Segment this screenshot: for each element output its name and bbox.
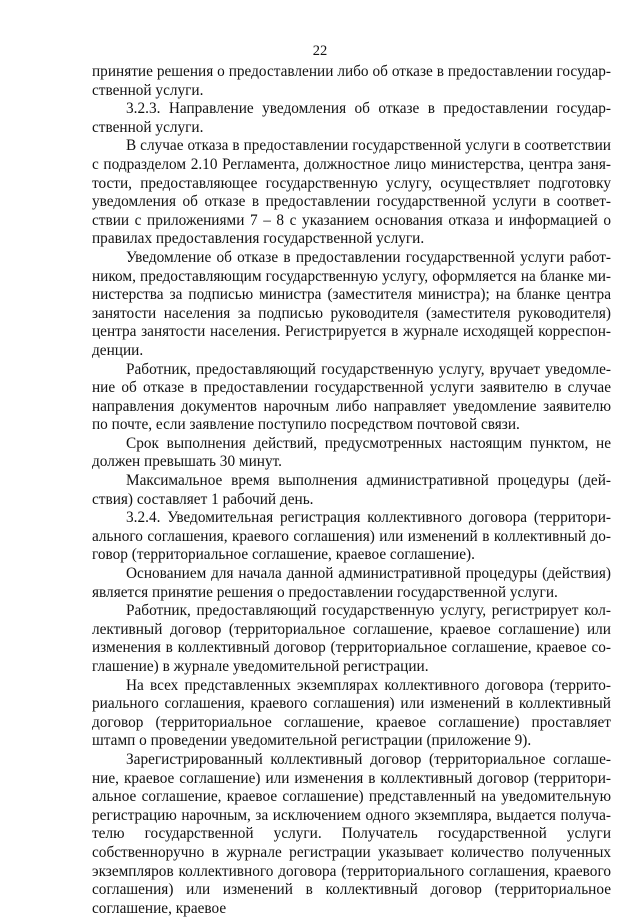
paragraph: Срок выполнения действий, предусмотренных настоящим пунктом, не должен превышать 30 минут.	[92, 434, 611, 471]
paragraph: Работник, предоставляющий государственную услугу, регистрирует коллективный договор (территориальное соглашение, краевое соглашение) или изменения в коллективный договор (территориальное соглашение, краевое соглашение) в журнале уведомительной регистрации.	[92, 602, 611, 675]
paragraph: Основанием для начала данной административной процедуры (действия) является принятие решения о предоставлении государственной услуги.	[92, 565, 611, 601]
paragraph-continuation: принятие решения о предоставлении либо об отказе в предоставлении государственной услуги.	[92, 63, 611, 99]
paragraph: Уведомление об отказе в предоставлении государственной услуги работником, предоставляющим государственную услугу, оформляется на бланке министерства за подписью министра (заместителя министра); на бланке центра занятости населения за подписью руководителя (заместителя руководителя) центра занятости населения. Регистрируется в журнале исходящей корреспонденции.	[92, 248, 611, 359]
section-heading-3-2-4: 3.2.4. Уведомительная регистрация коллективного договора (территориального соглашения, краевого соглашения) или изменений в коллективный договор (территориальное соглашение, краевое соглашение).	[92, 509, 611, 564]
page-number: 22	[312, 43, 328, 59]
paragraph: В случае отказа в предоставлении государственной услуги в соответствии с подразделом 2.10 Регламента, должностное лицо министерства, центра занятости, предоставляющее государственную услугу, осуществляет подготовку уведомления об отказе в предоставлении государственной услуги в соответствии с приложениями 7 – 8 с указанием основания отказа и информацией о правилах предоставления государственной услуги.	[92, 137, 611, 248]
paragraph: Работник, предоставляющий государственную услугу, вручает уведомление об отказе в предоставлении государственной услуги заявителю в случае направления документов нарочным либо направляет уведомление заявителю по почте, если заявление поступило посредством почтовой связи.	[92, 360, 611, 434]
paragraph: Максимальное время выполнения административной процедуры (действия) составляет 1 рабочий день.	[92, 472, 611, 508]
paragraph: Зарегистрированный коллективный договор (территориальное соглашение, краевое соглашение) или изменения в коллективный договор (территориальное соглашение, краевое соглашение) представленный на уведомительную регистрацию нарочным, за исключением одного экземпляра, выдается получателю государственной услуги. Получатель государственной услуги собственноручно в журнале регистрации указывает количество полученных экземпляров коллективного договора (территориального соглашения, краевого соглашения) или изменений в коллективный договор (территориальное соглашение, краевое	[92, 750, 611, 917]
section-heading-3-2-3: 3.2.3. Направление уведомления об отказе в предоставлении государственной услуги.	[92, 100, 611, 136]
document-body	[92, 63, 611, 918]
paragraph: На всех представленных экземплярах коллективного договора (территориального соглашения, краевого соглашения) или изменений в коллективный договор (территориальное соглашение, краевое соглашение) проставляет штамп о проведении уведомительной регистрации (приложение 9).	[92, 676, 611, 750]
